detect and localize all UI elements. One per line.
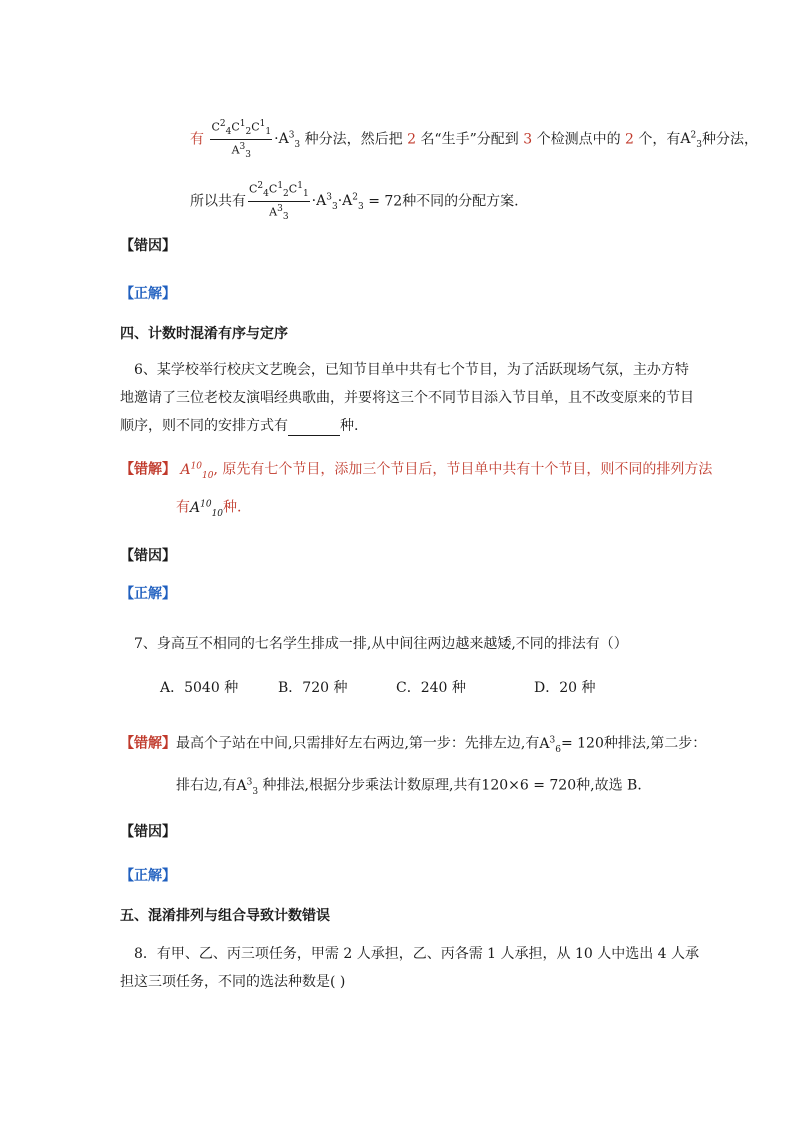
- q6-line-1: 6、某学校举行校庆文艺晚会，已知节目单中共有七个节目，为了活跃现场气氛，主办方特: [134, 362, 689, 378]
- option-d: D．20 种: [534, 680, 596, 696]
- zhengjie-label-1: 【正解】: [120, 286, 176, 302]
- cuoyin-label-1: 【错因】: [120, 238, 176, 254]
- zhengjie-label-3: 【正解】: [120, 868, 176, 884]
- cuojie-6-line-2: 有$A^{10}_{10}$种.: [176, 499, 242, 519]
- option-a: A．5040 种: [160, 680, 239, 696]
- fraction-c-over-a: $\frac{C^2_4C^1_2C^1_1}{A^3_3}$: [211, 119, 272, 160]
- q8-line-2: 担这三项任务，不同的选法种数是( ): [120, 974, 346, 990]
- q6-line-2: 地邀请了三位老校友演唱经典歌曲，并要将这三个不同节目添入节目单，且不改变原来的节目: [120, 390, 694, 406]
- solution-line-1: 有 $\frac{C^2_4C^1_2C^1_1}{A^3_3}$ $\cdot A^3_3$ 种分法，然后把 2 名“生手”分配到 3 个检测点中的 2 个，有$A^2_3$种分法，: [190, 119, 759, 160]
- q7-text: 7、身高互不相同的七名学生排成一排,从中间往两边越来越矮,不同的排法有（）: [134, 636, 628, 652]
- q6-line-3: 顺序，则不同的安排方式有 种.: [120, 418, 359, 434]
- zhengjie-label-2: 【正解】: [120, 586, 176, 602]
- cuojie-7-line-1: 【错解】最高个子站在中间,只需排好左右两边,第一步：先排左边,有$A^3_6= 120$种排法,第二步：: [120, 735, 707, 755]
- option-b: B．720 种: [278, 680, 348, 696]
- cuoyin-label-3: 【错因】: [120, 824, 176, 840]
- solution-line-2: 所以共有 $\frac{C^2_4C^1_2C^1_1}{A^3_3}$ $\cdot A^3_3\cdot A^2_3 = 72$种不同的分配方案.: [190, 181, 519, 222]
- q8-line-1: 8．有甲、乙、丙三项任务，甲需 2 人承担，乙、丙各需 1 人承担，从 10 人中选出 4 人承: [134, 946, 700, 962]
- cuojie-7-line-2: 排右边,有$A^3_3$ 种排法,根据分步乘法计数原理,共有120×6 = 720种,故选 B．: [176, 777, 652, 797]
- q7-options: [160, 678, 620, 698]
- cuojie-6-line-1: 【错解】 $A^{10}_{10}$, 原先有七个节目，添加三个节目后，节目单中共有十个节目，则不同的排列方法: [120, 461, 713, 481]
- option-c: C．240 种: [396, 680, 466, 696]
- section-5-heading: 五、混淆排列与组合导致计数错误: [120, 908, 330, 924]
- section-4-heading: 四、计数时混淆有序与定序: [120, 326, 288, 342]
- answer-blank: [288, 421, 340, 436]
- fraction-c-over-a-2: $\frac{C^2_4C^1_2C^1_1}{A^3_3}$: [249, 181, 309, 222]
- cuoyin-label-2: 【错因】: [120, 548, 176, 564]
